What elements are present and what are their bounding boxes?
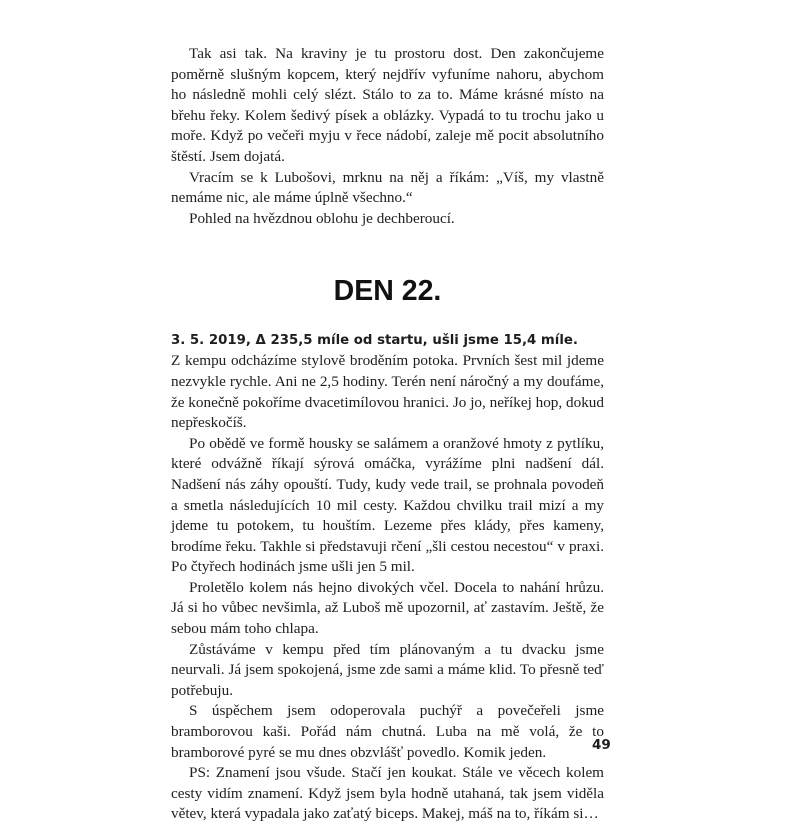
body-paragraph-6: PS: Znamení jsou všude. Stačí jen koukat. Stále ve věcech kolem cesty vidím znamení. Když jsem byla hodně utahaná, tak jsem viděla větev, která vypadala jako zaťatý biceps. Makej, máš na to, říkám si… [171,764,604,823]
body-paragraph-2: Po obědě ve formě housky se salámem a oranžové hmoty z pytlíku, které odvážně říkají sýrová omáčka, vyrážíme plni nadšení dál. Nadšení nás záhy opouští. Tudy, kudy vede trail, se prohnala povodeň a smetla následujících 10 mil cesty. Každou chvilku trail mizí a my jdeme tu potokem, tu houštím. Lezeme přes klády, přes kameny, brodíme řeku. Takhle si představuji rčení „šli cestou necestou“ v praxi. Po čtyřech hodinách jsme ušli jen 5 mil. [171,434,604,576]
page-number: 49 [592,737,611,753]
intro-paragraph-2: Vracím se k Lubošovi, mrknu na něj a říkám: „Víš, my vlastně nemáme nic, ale máme úplně všechno.“ [171,168,604,207]
body-paragraph-first: Z kempu odcházíme stylově broděním potoka. Prvních šest mil jdeme nezvykle rychle. Ani ne 2,5 hodiny. Terén není náročný a my doufáme, že konečně pokoříme dvacetimílovou hranici. Jo jo, neříkej hop, dokud nepřeskočíš. [171,352,604,432]
chapter-title: DEN 22. [333,275,442,308]
intro-paragraph-1: Tak asi tak. Na kraviny je tu prostoru dost. Den zakončujeme poměrně slušným kopcem, který nejdřív vyfuníme nahoru, abychom ho následně mohli celý slézt. Stálo to za to. Máme krásné místo na břehu řeky. Kolem šedivý písek a oblázky. Vypadá to tu trochu jako u moře. Když po večeři myju v řece nádobí, zaleje mě pocit absolutního štěstí. Jsem dojatá. [171,45,604,165]
intro-paragraph-3: Pohled na hvězdnou oblohu je dechberoucí. [189,209,455,227]
body-paragraph-3: Proletělo kolem nás hejno divokých včel. Docela to nahání hrůzu. Já si ho vůbec nevšimla, až Luboš mě upozornil, ať zastavím. Ještě, že sebou mám toho chlapa. [171,578,604,638]
dateline: 3. 5. 2019, Δ 235,5 míle od startu, ušli jsme 15,4 míle. [171,333,578,349]
body-paragraph-5: S úspěchem jsem odoperovala puchýř a povečeřeli jsme bramborovou kaši. Pořád nám chutná. Luba na mě volá, že to bramborové pyré se mu dnes obzvlášť povedlo. Komik jeden. [171,702,604,761]
text-column [171,44,604,825]
body-paragraph-4: Zůstáváme v kempu před tím plánovaným a tu dvacku jsme neurvali. Já jsem spokojená, jsme zde sami a máme klid. To přesně teď potřebuju. [171,640,604,699]
